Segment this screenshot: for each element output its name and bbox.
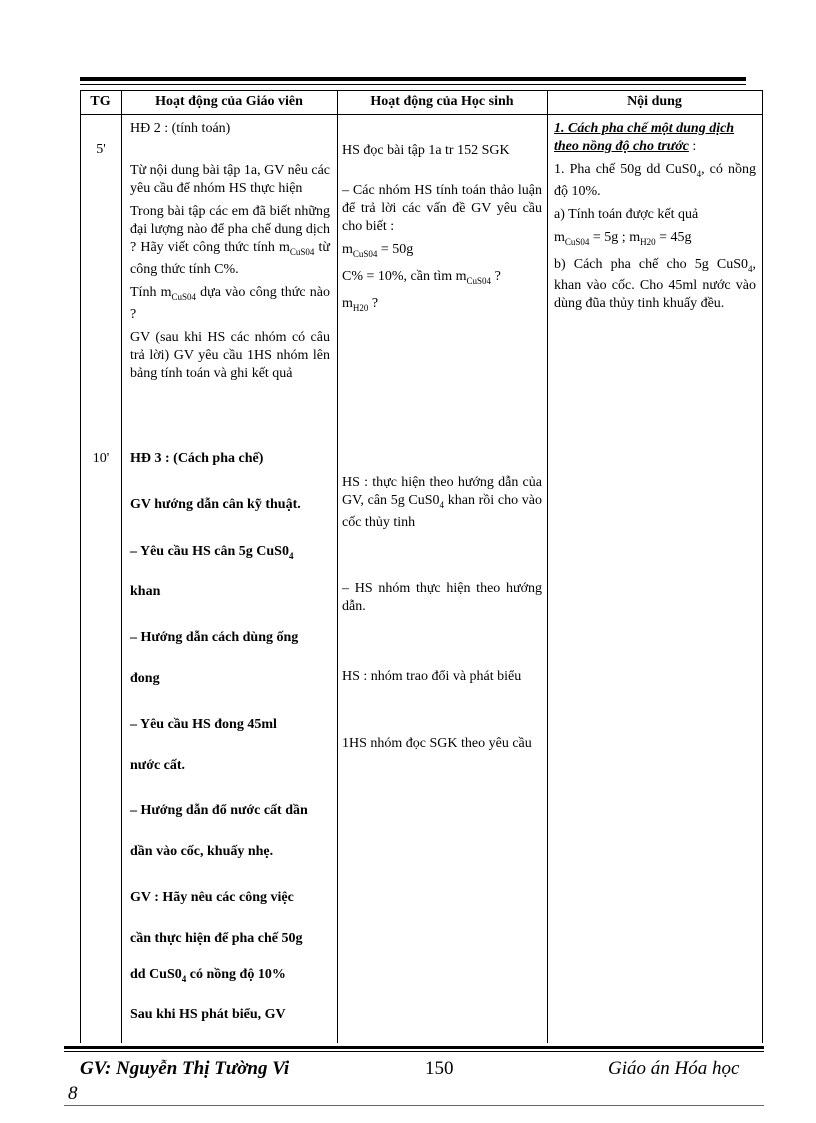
hs-paragraph-1: HS đọc bài tập 1a tr 152 SGK: [342, 143, 510, 158]
gv-line-5: đong: [130, 671, 160, 686]
gv-paragraph-3: Tính $m_{CuS04}$ dựa vào công thức nào ?: [130, 284, 330, 322]
hs-column-top: [342, 142, 542, 321]
column-divider-2: [337, 90, 338, 1043]
gv-line-10: GV : Hãy nêu các công việc: [130, 890, 294, 905]
hs-paragraph-4: C% = 10%, cần tìm $m_{CuS04}$ ?: [342, 268, 501, 286]
gv-line-13: Sau khi HS phát biểu, GV: [130, 1007, 286, 1022]
hd2-heading: HĐ 2 : (tính toán): [130, 121, 231, 136]
header-tg: TG: [90, 94, 111, 109]
header-row-border: [80, 114, 762, 115]
gv-line-9: dần vào cốc, khuấy nhẹ.: [130, 844, 274, 859]
footer-bottom-rule: [64, 1105, 764, 1106]
hs-paragraph-2: – Các nhóm HS tính toán thảo luận để trả lời các vấn đề GV yêu cầu cho biết :: [342, 183, 542, 234]
table-left-border: [80, 90, 81, 1043]
nd-paragraph-3: $m_{CuS04} = 5g$ ; $m_{H20} = 45g$: [554, 229, 692, 247]
gv-paragraph-4: GV (sau khi HS các nhóm có câu trả lời) GV yêu cầu 1HS nhóm lên bảng tính toán và ghi kết quả: [130, 329, 330, 381]
gv-line-3: khan: [130, 584, 161, 599]
column-divider-3: [547, 90, 548, 1043]
nd-paragraph-4: b) Cách pha chế cho 5g $CuS0_4$, khan vào cốc. Cho 45ml nước vào dùng đũa thủy tinh khuấy đều.: [554, 256, 756, 312]
gv-line-7: nước cất.: [130, 758, 186, 773]
header-nd: Nội dung: [627, 94, 682, 109]
nd-title: 1. Cách pha chế một dung dịch theo nồng độ cho trước :: [554, 121, 735, 154]
gv-paragraph-2: Trong bài tập các em đã biết những đại lượng nào để pha chế dung dịch ? Hãy viết công thức tính $m_{CuS04}$ từ công thức tính C%.: [130, 204, 330, 277]
hs-paragraph-8: HS : nhóm trao đổi và phát biểu: [342, 669, 522, 684]
gv-line-8: – Hướng dẫn đổ nước cất dần: [130, 803, 308, 818]
gv-line-4: – Hướng dẫn cách dùng ống: [130, 630, 299, 645]
footer-grade: 8: [68, 1083, 78, 1104]
gv-line-2: – Yêu cầu HS cân 5g $CuS0_4$: [130, 544, 294, 561]
header-gv: Hoạt động của Giáo viên: [155, 94, 303, 109]
header-rule-thin: [80, 84, 746, 85]
nd-column: [554, 120, 756, 318]
hs-paragraph-6: HS : thực hiện theo hướng dẫn của GV, cân 5g $CuS0_4$ khan rồi cho vào cốc thủy tinh: [342, 475, 542, 530]
hs-paragraph-9: 1HS nhóm đọc SGK theo yêu cầu: [342, 736, 532, 751]
hs-paragraph-3: $m_{CuS04} = 50g$: [342, 242, 414, 259]
gv-paragraph-1: Từ nội dung bài tập 1a, GV nêu các yêu cầu để nhóm HS thực hiện: [130, 163, 330, 196]
footer-author: GV: Nguyễn Thị Tường Vi: [80, 1058, 290, 1079]
column-divider-1: [121, 90, 122, 1043]
hs-paragraph-5: $m_{H20}$ ?: [342, 295, 379, 313]
nd-paragraph-2: a) Tính toán được kết quả: [554, 206, 699, 222]
footer-subject: Giáo án Hóa học: [608, 1058, 740, 1079]
nd-paragraph-1: 1. Pha chế 50g dd $CuS0_4$, có nồng độ 10%.: [554, 162, 756, 199]
header-rule-thick: [80, 77, 746, 81]
hs-paragraph-7: – HS nhóm thực hiện theo hướng dẫn.: [342, 581, 542, 614]
table-top-border: [80, 90, 762, 91]
time-5: 5': [96, 142, 106, 157]
header-hs: Hoạt động của Học sinh: [370, 94, 514, 109]
time-10: 10': [92, 451, 110, 466]
footer-page-number: 150: [425, 1058, 454, 1079]
gv-line-1: GV hướng dẫn cân kỹ thuật.: [130, 497, 301, 512]
gv-column-top: [130, 120, 330, 388]
gv-line-11: cần thực hiện để pha chế 50g: [130, 931, 303, 946]
gv-line-12: dd $CuS0_4$ có nồng độ 10%: [130, 967, 286, 984]
table-right-border: [762, 90, 763, 1043]
hd3-heading: HĐ 3 : (Cách pha chế): [130, 451, 264, 466]
footer-rule-thin: [64, 1051, 764, 1052]
gv-line-6: – Yêu cầu HS đong 45ml: [130, 717, 277, 732]
footer-rule-thick: [64, 1046, 764, 1049]
